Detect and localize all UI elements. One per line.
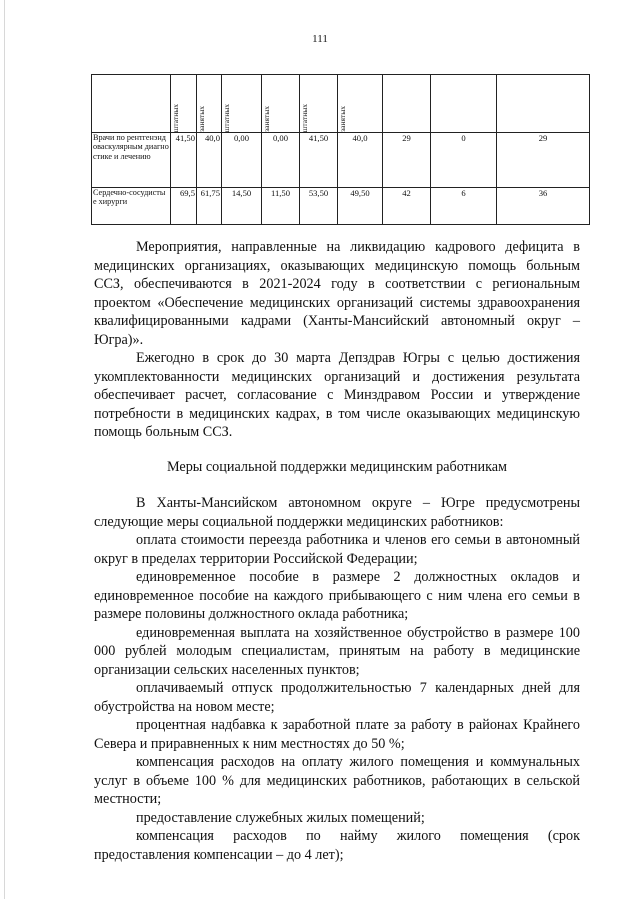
table-header-row [92, 75, 590, 133]
staffing-table [91, 74, 590, 225]
row-name-cell: Врачи по рентгенэндоваскулярным диагностике и лечению [92, 133, 171, 188]
table-cell: 29 [497, 133, 590, 188]
measure-item: предоставление служебных жилых помещений; [136, 809, 425, 826]
header-cell: штатных [171, 75, 197, 133]
table-cell: 0,00 [222, 133, 262, 188]
body-text [94, 238, 580, 864]
table-cell: 53,50 [300, 188, 338, 225]
measures-intro: В Ханты-Мансийском автономном округе – Югре предусмотрены следующие меры социальной поддержки медицинских работников: [94, 495, 580, 530]
table-cell: 61,75 [197, 188, 222, 225]
table-cell: 40,0 [197, 133, 222, 188]
measure-item: оплата стоимости переезда работника и членов его семьи в автономный округ в пределах территории Российской Федерации; [94, 532, 580, 567]
measure-item: процентная надбавка к заработной плате за работу в районах Крайнего Севера и приравненных к ним местностях до 50 %; [94, 717, 580, 752]
table-cell: 6 [431, 188, 497, 225]
header-cell-empty [497, 75, 590, 133]
row-name-cell: Сердечно-сосудистые хирурги [92, 188, 171, 225]
measure-item: компенсация расходов на оплату жилого помещения и коммунальных услуг в объеме 100 % для медицинских работников, работающих в сельской местности; [94, 754, 580, 807]
header-cell: занятых [338, 75, 383, 133]
table-row [92, 133, 590, 188]
table-cell: 0 [431, 133, 497, 188]
header-cell-empty [431, 75, 497, 133]
measure-item: единовременное пособие в размере 2 должностных окладов и единовременное пособие на каждого прибывающего с ним члена его семьи в размере половины должностного оклада работника; [94, 569, 580, 622]
header-cell: штатных [300, 75, 338, 133]
table-cell: 49,50 [338, 188, 383, 225]
paragraph: Ежегодно в срок до 30 марта Депздрав Югры с целью достижения укомплектованности медицинских организаций и достижения результата обеспечивает расчет, согласование с Минздравом России и утверждение потребности в медицинских кадрах, в том числе оказывающих медицинскую помощь больным ССЗ. [94, 350, 580, 440]
page-number: 111 [312, 33, 328, 45]
measure-item: единовременная выплата на хозяйственное обустройство в размере 100 000 рублей молодым специалистам, принятым на работу в медицинские организации сельских населенных пунктов; [94, 624, 580, 678]
table-cell: 36 [497, 188, 590, 225]
header-cell: штатных [222, 75, 262, 133]
table-cell: 14,50 [222, 188, 262, 225]
table-cell: 11,50 [262, 188, 300, 225]
paragraph: Мероприятия, направленные на ликвидацию кадрового дефицита в медицинских организациях, оказывающих медицинскую помощь больным ССЗ, обеспечиваются в 2021-2024 году в соответствии с региональным проектом «Обеспечение медицинских организаций системы здравоохранения квалифицированными кадрами (Ханты-Мансийский автономный округ – Югра)». [94, 239, 580, 348]
header-cell-empty [383, 75, 431, 133]
header-cell: занятых [262, 75, 300, 133]
table-cell: 29 [383, 133, 431, 188]
measure-item: компенсация расходов по найму жилого помещения (срок предоставления компенсации – до 4 лет); [94, 828, 580, 863]
table-cell: 41,50 [171, 133, 197, 188]
table-cell: 0,00 [262, 133, 300, 188]
header-cell-empty [92, 75, 171, 133]
section-heading: Меры социальной поддержки медицинским работникам [166, 458, 508, 475]
table-cell: 42 [383, 188, 431, 225]
table-row [92, 188, 590, 225]
table-cell: 41,50 [300, 133, 338, 188]
page-edge-shadow [4, 0, 5, 899]
table-cell: 40,0 [338, 133, 383, 188]
table-cell: 69,5 [171, 188, 197, 225]
measure-item: оплачиваемый отпуск продолжительностью 7 календарных дней для обустройства на новом месте; [94, 680, 580, 715]
header-cell: занятых [197, 75, 222, 133]
